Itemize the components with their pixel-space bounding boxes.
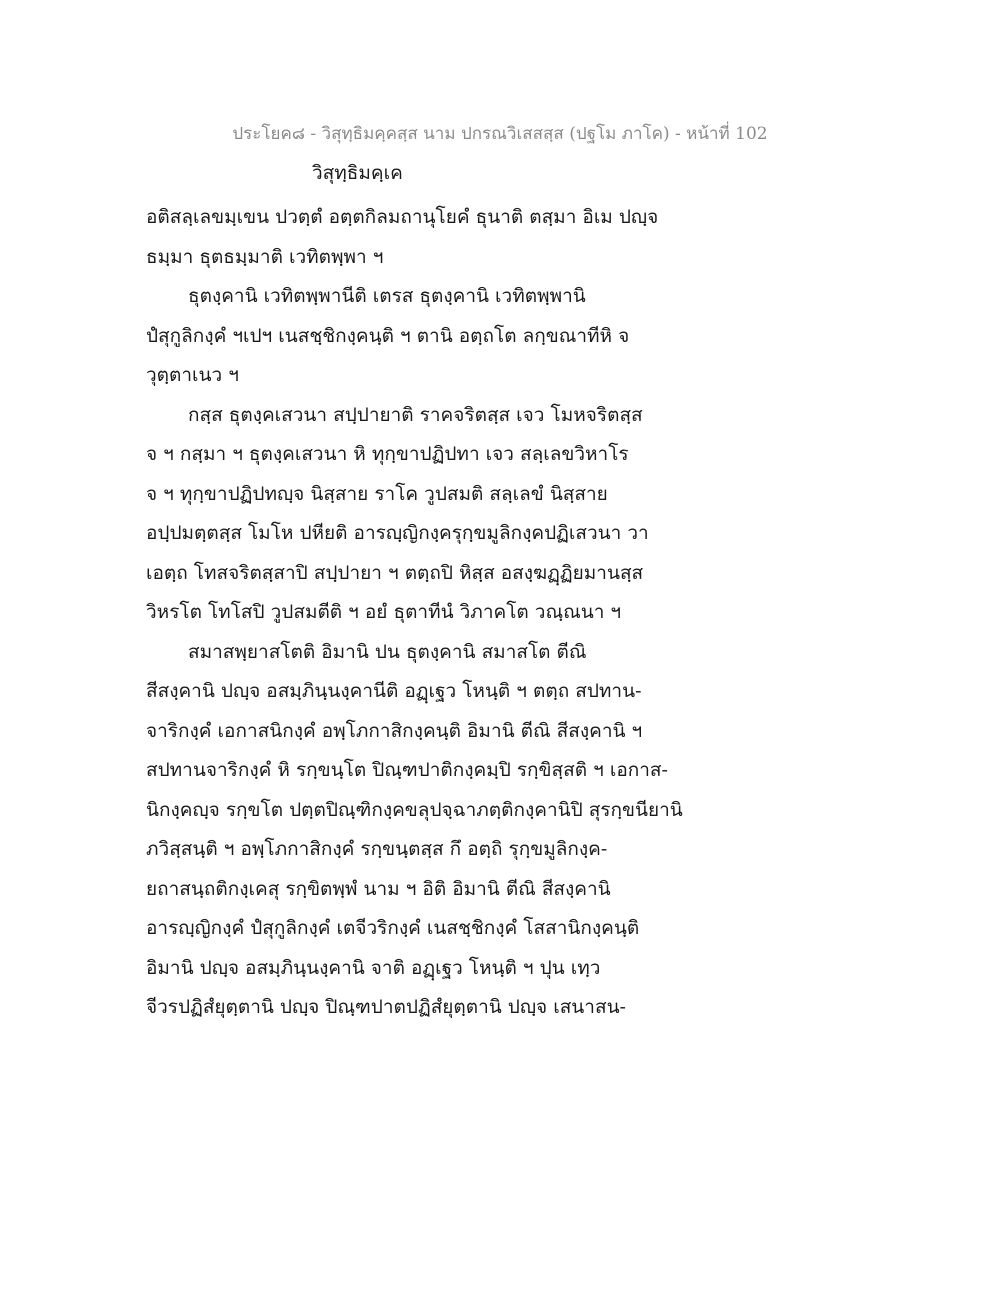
text-line: จาริกงฺคํ เอกาสนิกงฺคํ อพฺโภกาสิกงฺคนฺติ อิมานิ ตีณิ สีสงฺคานิ ฯ xyxy=(146,719,643,742)
text-line: ปํสุกูลิกงฺคํ ฯเปฯ เนสชฺชิกงฺคนฺติ ฯ ตานิ อตฺถโต ลกฺขณาทีหิ จ xyxy=(146,324,630,347)
text-line: สีสงฺคานิ ปญฺจ อสมฺภินฺนงฺคานีติ อฏฺเฐว โหนฺติ ฯ ตตฺถ สปทาน- xyxy=(146,680,642,702)
text-line: อติสลฺเลขมฺเขน ปวตฺตํ อตฺตกิลมถานุโยคํ ธุนาติ ตสฺมา อิเม ปญฺจ xyxy=(146,206,659,228)
section-title: วิสุทฺธิมคฺเค xyxy=(312,162,403,184)
text-line: ภวิสฺสนฺติ ฯ อพฺโภกาสิกงฺคํ รกฺขนฺตสฺส กึ อตฺถิ รุกฺขมูลิกงฺค- xyxy=(146,838,608,860)
text-line: ธุตงฺคานิ เวทิตพฺพานีติ เตรส ธุตงฺคานิ เวทิตพฺพานิ xyxy=(188,285,586,307)
body-text xyxy=(146,198,866,1028)
text-line: สมาสพฺยาสโตติ อิมานิ ปน ธุตงฺคานิ สมาสโต ตีณิ xyxy=(188,640,587,663)
text-line: อปฺปมตฺตสฺส โมโห ปหียติ อารญฺญิกงฺครุกฺขมูลิกงฺคปฏิเสวนา วา xyxy=(146,522,649,544)
running-header: ประโยค๘ - วิสุทฺธิมคฺคสฺส นาม ปกรณวิเสสสฺส (ปฐโม ภาโค) - หน้าที่ 102 xyxy=(232,124,768,144)
text-line: ธมฺมา ธุตธมฺมาติ เวทิตพฺพา ฯ xyxy=(146,245,384,268)
text-line: กสฺส ธุตงฺคเสวนา สปฺปายาติ ราคจริตสฺส เจว โมหจริตสฺส xyxy=(188,403,643,426)
text-line: จ ฯ กสฺมา ฯ ธุตงฺคเสวนา หิ ทุกฺขาปฏิปทา เจว สลฺเลขวิหาโร xyxy=(146,443,629,465)
text-line: วิหรโต โทโสปิ วูปสมตีติ ฯ อยํ ธุตาทีนํ วิภาคโต วณฺณนา ฯ xyxy=(146,601,622,623)
text-line: ยถาสนฺถติกงฺเคสุ รกฺขิตพฺพํ นาม ฯ อิติ อิมานิ ตีณิ สีสงฺคานิ xyxy=(146,877,611,900)
text-line: สปทานจาริกงฺคํ หิ รกฺขนฺโต ปิณฺฑปาติกงฺคมฺปิ รกฺขิสฺสติ ฯ เอกาส- xyxy=(146,759,668,781)
text-line: จ ฯ ทุกฺขาปฏิปทญฺจ นิสฺสาย ราโค วูปสมติ สลฺเลขํ นิสฺสาย xyxy=(146,482,608,505)
text-line: เอตฺถ โทสจริตสฺสาปิ สปฺปายา ฯ ตตฺถปิ หิสฺส อสงฺฆฏฺฏิยมานสฺส xyxy=(146,561,644,584)
text-line: วุตฺตาเนว ฯ xyxy=(146,364,239,386)
text-line: นิกงฺคญฺจ รกฺขโต ปตฺตปิณฺฑิกงฺคขลุปจฺฉาภตฺติกงฺคานิปิ สุรกฺขนียานิ xyxy=(146,798,683,821)
text-line: จีวรปฏิสํยุตฺตานิ ปญฺจ ปิณฺฑปาตปฏิสํยุตฺตานิ ปญฺจ เสนาสน- xyxy=(146,996,626,1018)
text-line: อารญฺญิกงฺคํ ปํสุกูลิกงฺคํ เตจีวริกงฺคํ เนสชฺชิกงฺคํ โสสานิกงฺคนฺติ xyxy=(146,917,640,939)
text-line: อิมานิ ปญฺจ อสมฺภินฺนงฺคานิ จาติ อฏฺเฐว โหนฺติ ฯ ปุน เทฺว xyxy=(146,956,601,979)
